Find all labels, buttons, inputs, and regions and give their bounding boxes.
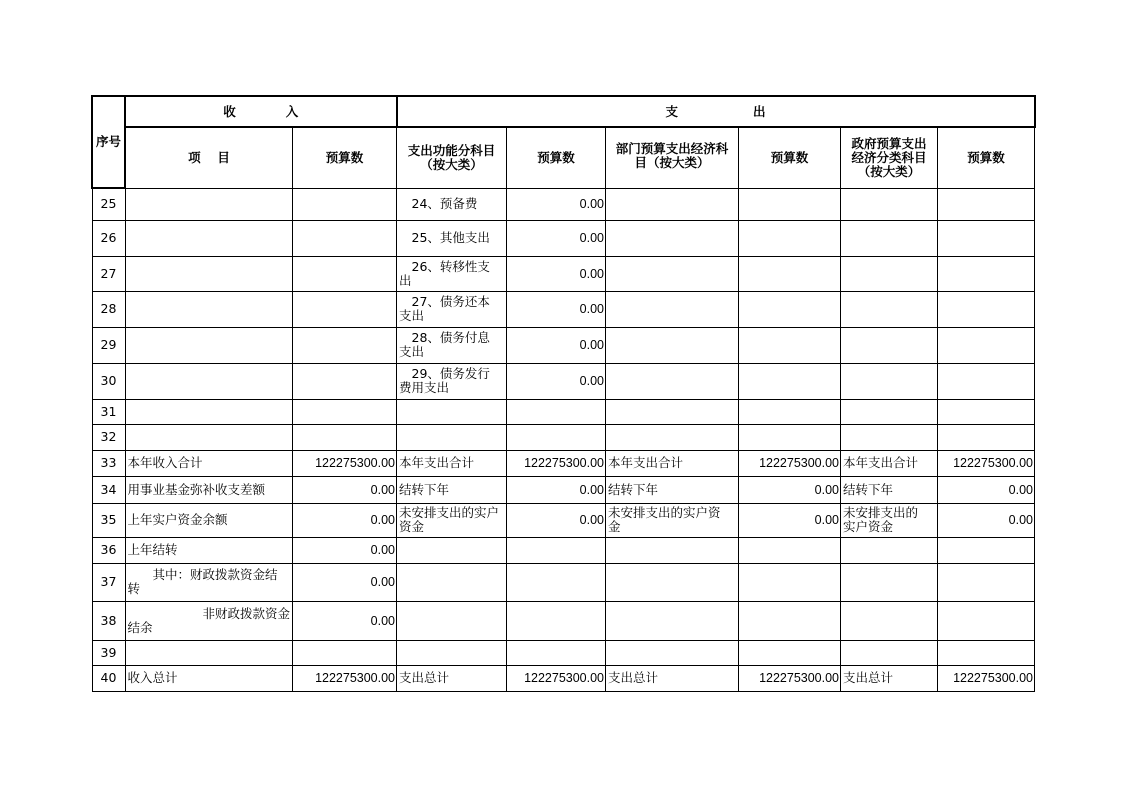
row-item-cell: 收入总计 (125, 665, 293, 691)
row-func-subject-cell (397, 601, 507, 640)
row-amount-func-cell (507, 537, 606, 563)
row-amount-dept-cell (739, 601, 841, 640)
row-gov-subject-cell (841, 399, 938, 424)
row-dept-subject-cell (606, 327, 739, 363)
row-func-subject-cell: 支出总计 (397, 665, 507, 691)
row-amount-func-cell: 0.00 (507, 256, 606, 291)
col-budget1-header: 预算数 (293, 127, 397, 188)
row-item-cell: 其中：财政拨款资金结 转 (125, 563, 293, 601)
income-header: 收 入 (125, 96, 397, 127)
row-amount-gov-cell: 0.00 (938, 476, 1035, 503)
row-func-subject-cell: 26、转移性支 出 (397, 256, 507, 291)
row-func-subject-cell (397, 563, 507, 601)
row-amount-gov-cell (938, 188, 1035, 220)
table-row (92, 476, 1035, 503)
row-func-subject-cell: 29、债务发行 费用支出 (397, 363, 507, 399)
row-amount-gov-cell (938, 563, 1035, 601)
row-amount-dept-cell: 0.00 (739, 503, 841, 537)
row-func-subject-cell: 24、预备费 (397, 188, 507, 220)
row-amount-gov-cell (938, 537, 1035, 563)
row-amount-gov-cell: 0.00 (938, 503, 1035, 537)
row-amount-dept-cell (739, 363, 841, 399)
row-amount-income-cell (293, 220, 397, 256)
row-func-subject-cell: 未安排支出的实户 资金 (397, 503, 507, 537)
row-amount-income-cell (293, 291, 397, 327)
table-row (92, 327, 1035, 363)
row-amount-gov-cell (938, 640, 1035, 665)
row-amount-gov-cell (938, 601, 1035, 640)
row-gov-subject-cell (841, 291, 938, 327)
expense-header: 支 出 (397, 96, 1035, 127)
row-amount-gov-cell (938, 256, 1035, 291)
row-amount-func-cell: 0.00 (507, 188, 606, 220)
row-dept-subject-cell (606, 640, 739, 665)
row-amount-func-cell (507, 601, 606, 640)
row-gov-subject-cell (841, 256, 938, 291)
table-row (92, 424, 1035, 450)
row-gov-subject-cell: 本年支出合计 (841, 450, 938, 476)
row-dept-subject-cell: 支出总计 (606, 665, 739, 691)
row-amount-gov-cell: 122275300.00 (938, 665, 1035, 691)
table-row (92, 601, 1035, 640)
row-item-cell (125, 399, 293, 424)
row-amount-income-cell: 0.00 (293, 537, 397, 563)
row-item-cell: 上年实户资金余额 (125, 503, 293, 537)
row-func-subject-cell: 结转下年 (397, 476, 507, 503)
table-row (92, 291, 1035, 327)
row-amount-gov-cell (938, 327, 1035, 363)
row-gov-subject-cell (841, 424, 938, 450)
row-seq-cell: 36 (92, 537, 125, 563)
row-seq-cell: 38 (92, 601, 125, 640)
row-amount-gov-cell: 122275300.00 (938, 450, 1035, 476)
col-gov-header: 政府预算支出 经济分类科目 （按大类） (841, 127, 938, 188)
row-amount-func-cell: 0.00 (507, 503, 606, 537)
row-func-subject-cell: 本年支出合计 (397, 450, 507, 476)
row-seq-cell: 40 (92, 665, 125, 691)
col-budget2-header: 预算数 (507, 127, 606, 188)
col-budget3-header: 预算数 (739, 127, 841, 188)
row-amount-income-cell: 0.00 (293, 476, 397, 503)
row-amount-dept-cell (739, 220, 841, 256)
row-amount-func-cell: 122275300.00 (507, 665, 606, 691)
row-dept-subject-cell (606, 256, 739, 291)
row-amount-func-cell (507, 399, 606, 424)
table-row (92, 256, 1035, 291)
row-func-subject-cell: 28、债务付息 支出 (397, 327, 507, 363)
row-amount-dept-cell (739, 399, 841, 424)
row-amount-func-cell: 0.00 (507, 363, 606, 399)
row-amount-gov-cell (938, 220, 1035, 256)
row-func-subject-cell (397, 399, 507, 424)
row-amount-dept-cell (739, 537, 841, 563)
row-item-cell (125, 424, 293, 450)
row-amount-gov-cell (938, 363, 1035, 399)
row-item-cell: 本年收入合计 (125, 450, 293, 476)
row-seq-cell: 27 (92, 256, 125, 291)
row-item-cell: 用事业基金弥补收支差额 (125, 476, 293, 503)
row-amount-func-cell: 0.00 (507, 327, 606, 363)
row-item-cell (125, 291, 293, 327)
row-amount-func-cell (507, 563, 606, 601)
row-amount-dept-cell: 0.00 (739, 476, 841, 503)
row-amount-func-cell: 0.00 (507, 291, 606, 327)
row-item-cell (125, 640, 293, 665)
row-amount-func-cell (507, 640, 606, 665)
row-item-cell (125, 188, 293, 220)
row-dept-subject-cell (606, 220, 739, 256)
table-row (92, 399, 1035, 424)
row-dept-subject-cell: 本年支出合计 (606, 450, 739, 476)
row-gov-subject-cell (841, 327, 938, 363)
col-item-header: 项 目 (125, 127, 293, 188)
row-gov-subject-cell (841, 537, 938, 563)
row-amount-func-cell: 0.00 (507, 220, 606, 256)
row-amount-income-cell (293, 399, 397, 424)
row-seq-cell: 33 (92, 450, 125, 476)
row-dept-subject-cell (606, 363, 739, 399)
row-amount-dept-cell: 122275300.00 (739, 450, 841, 476)
row-amount-income-cell (293, 327, 397, 363)
row-seq-cell: 35 (92, 503, 125, 537)
row-dept-subject-cell (606, 291, 739, 327)
row-dept-subject-cell: 未安排支出的实户资 金 (606, 503, 739, 537)
row-amount-dept-cell (739, 256, 841, 291)
row-item-cell: 上年结转 (125, 537, 293, 563)
row-item-cell (125, 256, 293, 291)
row-gov-subject-cell: 结转下年 (841, 476, 938, 503)
table-row (92, 363, 1035, 399)
row-func-subject-cell (397, 640, 507, 665)
row-seq-cell: 34 (92, 476, 125, 503)
row-amount-income-cell: 122275300.00 (293, 450, 397, 476)
row-amount-gov-cell (938, 399, 1035, 424)
budget-table (91, 95, 1036, 692)
table-row (92, 640, 1035, 665)
row-amount-income-cell: 0.00 (293, 601, 397, 640)
row-gov-subject-cell (841, 563, 938, 601)
row-amount-dept-cell (739, 563, 841, 601)
row-amount-income-cell (293, 363, 397, 399)
row-dept-subject-cell (606, 563, 739, 601)
row-amount-dept-cell: 122275300.00 (739, 665, 841, 691)
col-func-header: 支出功能分科目 （按大类） (397, 127, 507, 188)
row-gov-subject-cell: 支出总计 (841, 665, 938, 691)
row-func-subject-cell (397, 537, 507, 563)
row-amount-func-cell (507, 424, 606, 450)
row-func-subject-cell: 27、债务还本 支出 (397, 291, 507, 327)
row-amount-gov-cell (938, 424, 1035, 450)
row-dept-subject-cell: 结转下年 (606, 476, 739, 503)
row-amount-func-cell: 0.00 (507, 476, 606, 503)
row-amount-income-cell: 0.00 (293, 563, 397, 601)
row-item-cell (125, 327, 293, 363)
row-item-cell (125, 220, 293, 256)
table-row (92, 188, 1035, 220)
table-row (92, 450, 1035, 476)
row-amount-dept-cell (739, 424, 841, 450)
row-amount-income-cell (293, 640, 397, 665)
row-seq-cell: 31 (92, 399, 125, 424)
row-amount-income-cell (293, 188, 397, 220)
table-row (92, 503, 1035, 537)
table-row (92, 537, 1035, 563)
row-item-cell (125, 363, 293, 399)
table-row (92, 220, 1035, 256)
col-budget4-header: 预算数 (938, 127, 1035, 188)
row-amount-dept-cell (739, 188, 841, 220)
row-amount-func-cell: 122275300.00 (507, 450, 606, 476)
row-gov-subject-cell (841, 220, 938, 256)
row-amount-income-cell: 0.00 (293, 503, 397, 537)
row-seq-cell: 30 (92, 363, 125, 399)
row-dept-subject-cell (606, 424, 739, 450)
row-seq-cell: 29 (92, 327, 125, 363)
row-dept-subject-cell (606, 188, 739, 220)
row-item-cell: 非财政拨款资金 结余 (125, 601, 293, 640)
table-row (92, 665, 1035, 691)
row-amount-dept-cell (739, 291, 841, 327)
row-amount-income-cell (293, 424, 397, 450)
row-gov-subject-cell (841, 601, 938, 640)
row-dept-subject-cell (606, 399, 739, 424)
row-dept-subject-cell (606, 601, 739, 640)
seq-header: 序号 (92, 96, 125, 188)
table-row (92, 563, 1035, 601)
row-seq-cell: 37 (92, 563, 125, 601)
row-amount-gov-cell (938, 291, 1035, 327)
row-gov-subject-cell (841, 640, 938, 665)
row-func-subject-cell (397, 424, 507, 450)
row-seq-cell: 32 (92, 424, 125, 450)
row-func-subject-cell: 25、其他支出 (397, 220, 507, 256)
row-gov-subject-cell (841, 363, 938, 399)
row-amount-dept-cell (739, 640, 841, 665)
col-dept-header: 部门预算支出经济科 目（按大类） (606, 127, 739, 188)
row-gov-subject-cell (841, 188, 938, 220)
row-amount-income-cell (293, 256, 397, 291)
row-amount-income-cell: 122275300.00 (293, 665, 397, 691)
row-seq-cell: 26 (92, 220, 125, 256)
row-seq-cell: 39 (92, 640, 125, 665)
row-gov-subject-cell: 未安排支出的 实户资金 (841, 503, 938, 537)
row-amount-dept-cell (739, 327, 841, 363)
row-seq-cell: 28 (92, 291, 125, 327)
row-seq-cell: 25 (92, 188, 125, 220)
row-dept-subject-cell (606, 537, 739, 563)
